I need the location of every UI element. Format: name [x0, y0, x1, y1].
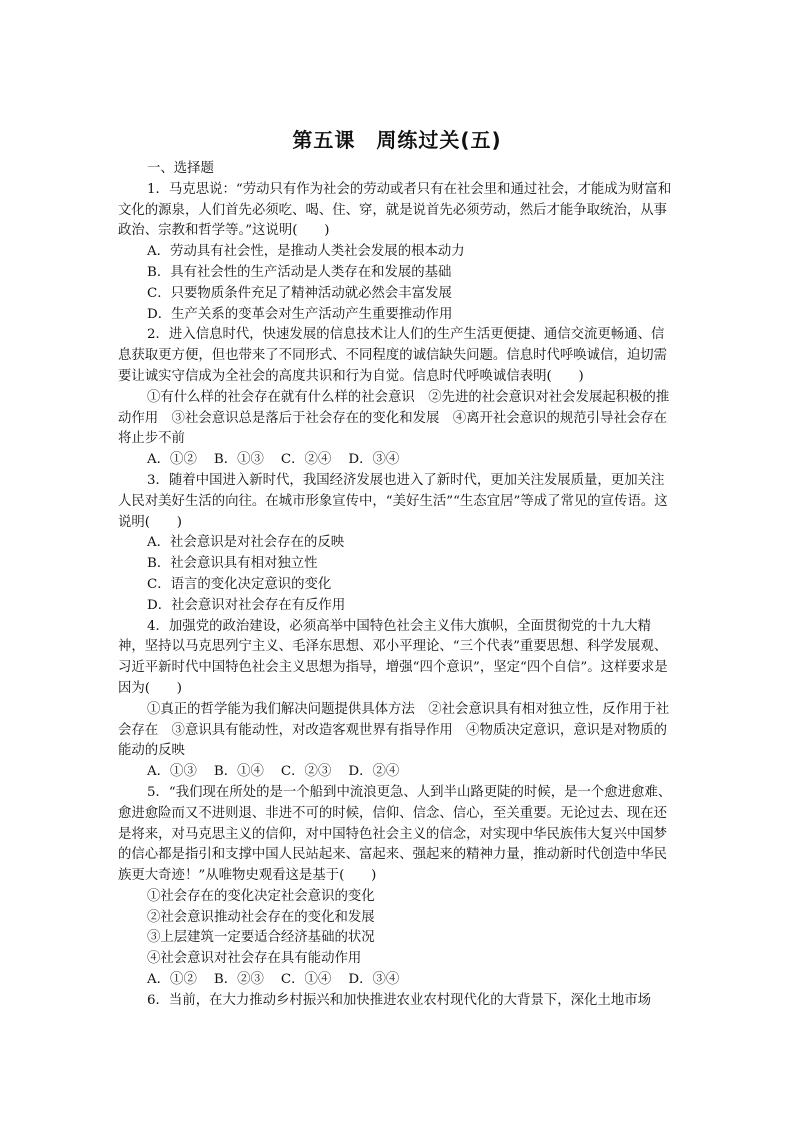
question-3-option-b: B．社会意识具有相对独立性 — [147, 556, 318, 572]
question-2-choice-a: A．①② — [147, 452, 197, 468]
question-2-choice-c: C．②④ — [280, 452, 332, 468]
question-1-option-c: C．只要物质条件充足了精神活动就必然会丰富发展 — [147, 285, 452, 301]
question-3-option-a: A．社会意识是对社会存在的反映 — [147, 535, 345, 551]
question-5-choices — [118, 970, 676, 991]
question-5-statement-1: ①社会存在的变化决定社会意识的变化 — [147, 888, 375, 904]
question-2-choices — [118, 450, 676, 471]
question-4-choices — [118, 762, 676, 783]
question-5-choice-a: A．①② — [147, 972, 197, 988]
question-5-statement-4: ④社会意识对社会存在具有能动作用 — [147, 951, 362, 967]
question-4-choice-b: B．①④ — [213, 764, 264, 780]
question-5-statement-3: ③上层建筑一定要适合经济基础的状况 — [147, 930, 375, 946]
question-4-choice-d: D．②④ — [348, 764, 400, 780]
question-4-choice-a: A．①③ — [147, 764, 197, 780]
page-title: 第五课 周练过关(五) — [292, 128, 502, 152]
document-body — [118, 159, 676, 1012]
question-5-choice-c: C．①④ — [280, 972, 332, 988]
question-5-stem: 5．“我们现在所处的是一个船到中流浪更急、人到半山路更陡的时候，是一个愈进愈难、愈进愈险而又不进则退、非进不可的时候，信仰、信念、信心，至关重要。无论过去、现在还是将来，对马克思主义的信仰，对中国特色社会主义的信念，对实现中华民族伟大复兴中国梦的信心都是指引和支撑中国人民站起来、富起来、强起来的精神力量，推动新时代创造中华民族更大奇迹！”从唯物史观看这是基于( ) — [118, 784, 672, 884]
question-5-choice-d: D．③④ — [348, 972, 400, 988]
question-4-statements: ①真正的哲学能为我们解决问题提供具体方法 ②社会意识具有相对独立性，反作用于社会存在 ③意识具有能动性，对改造客观世界有指导作用 ④物质决定意识，意识是对物质的能动的反映 — [118, 701, 670, 759]
question-3-option-c: C．语言的变化决定意识的变化 — [147, 576, 332, 592]
question-1-stem: 1．马克思说：“劳动只有作为社会的劳动或者只有在社会里和通过社会，才能成为财富和文化的源泉，人们首先必须吃、喝、住、穿，就是说首先必须劳动，然后才能争取统治，从事政治、宗教和哲学等。”这说明( ) — [118, 181, 672, 239]
question-6-stem: 6．当前，在大力推动乡村振兴和加快推进农业农村现代化的大背景下，深化土地市场 — [147, 992, 651, 1008]
question-2-statements: ①有什么样的社会存在就有什么样的社会意识 ②先进的社会意识对社会发展起积极的推动作用 ③社会意识总是落后于社会存在的变化和发展 ④离开社会意识的规范引导社会存在将止步不前 — [118, 389, 670, 447]
question-2-choice-b: B．①③ — [213, 452, 264, 468]
section-heading: 一、选择题 — [147, 161, 214, 176]
question-1-option-b: B．具有社会性的生产活动是人类存在和发展的基础 — [147, 264, 452, 280]
question-1-option-d: D．生产关系的变革会对生产活动产生重要推动作用 — [147, 306, 453, 322]
question-2-stem: 2．进入信息时代，快速发展的信息技术让人们的生产生活更便捷、通信交流更畅通、信息获取更方便，但也带来了不同形式、不同程度的诚信缺失问题。信息时代呼唤诚信，迫切需要让诚实守信成为全社会的高度共识和行为自觉。信息时代呼唤诚信表明( ) — [118, 327, 668, 384]
question-3-option-d: D．社会意识对社会存在有反作用 — [147, 597, 346, 613]
question-1-option-a: A．劳动具有社会性，是推动人类社会发展的根本动力 — [147, 244, 465, 260]
question-5-statement-2: ②社会意识推动社会存在的变化和发展 — [147, 909, 375, 925]
question-3-stem: 3．随着中国进入新时代，我国经济发展也进入了新时代，更加关注发展质量，更加关注人民对美好生活的向往。在城市形象宣传中，“美好生活”“生态宜居”等成了常见的宣传语。这说明( ) — [118, 472, 668, 530]
question-4-choice-c: C．②③ — [280, 764, 332, 780]
question-5-choice-b: B．②③ — [213, 972, 264, 988]
question-4-stem: 4．加强党的政治建设，必须高举中国特色社会主义伟大旗帜，全面贯彻党的十九大精神，坚持以马克思列宁主义、毛泽东思想、邓小平理论、“三个代表”重要思想、科学发展观、习近平新时代中国特色社会主义思想为指导，增强“四个意识”，坚定“四个自信”。这样要求是因为( ) — [118, 618, 668, 696]
question-2-choice-d: D．③④ — [348, 452, 400, 468]
